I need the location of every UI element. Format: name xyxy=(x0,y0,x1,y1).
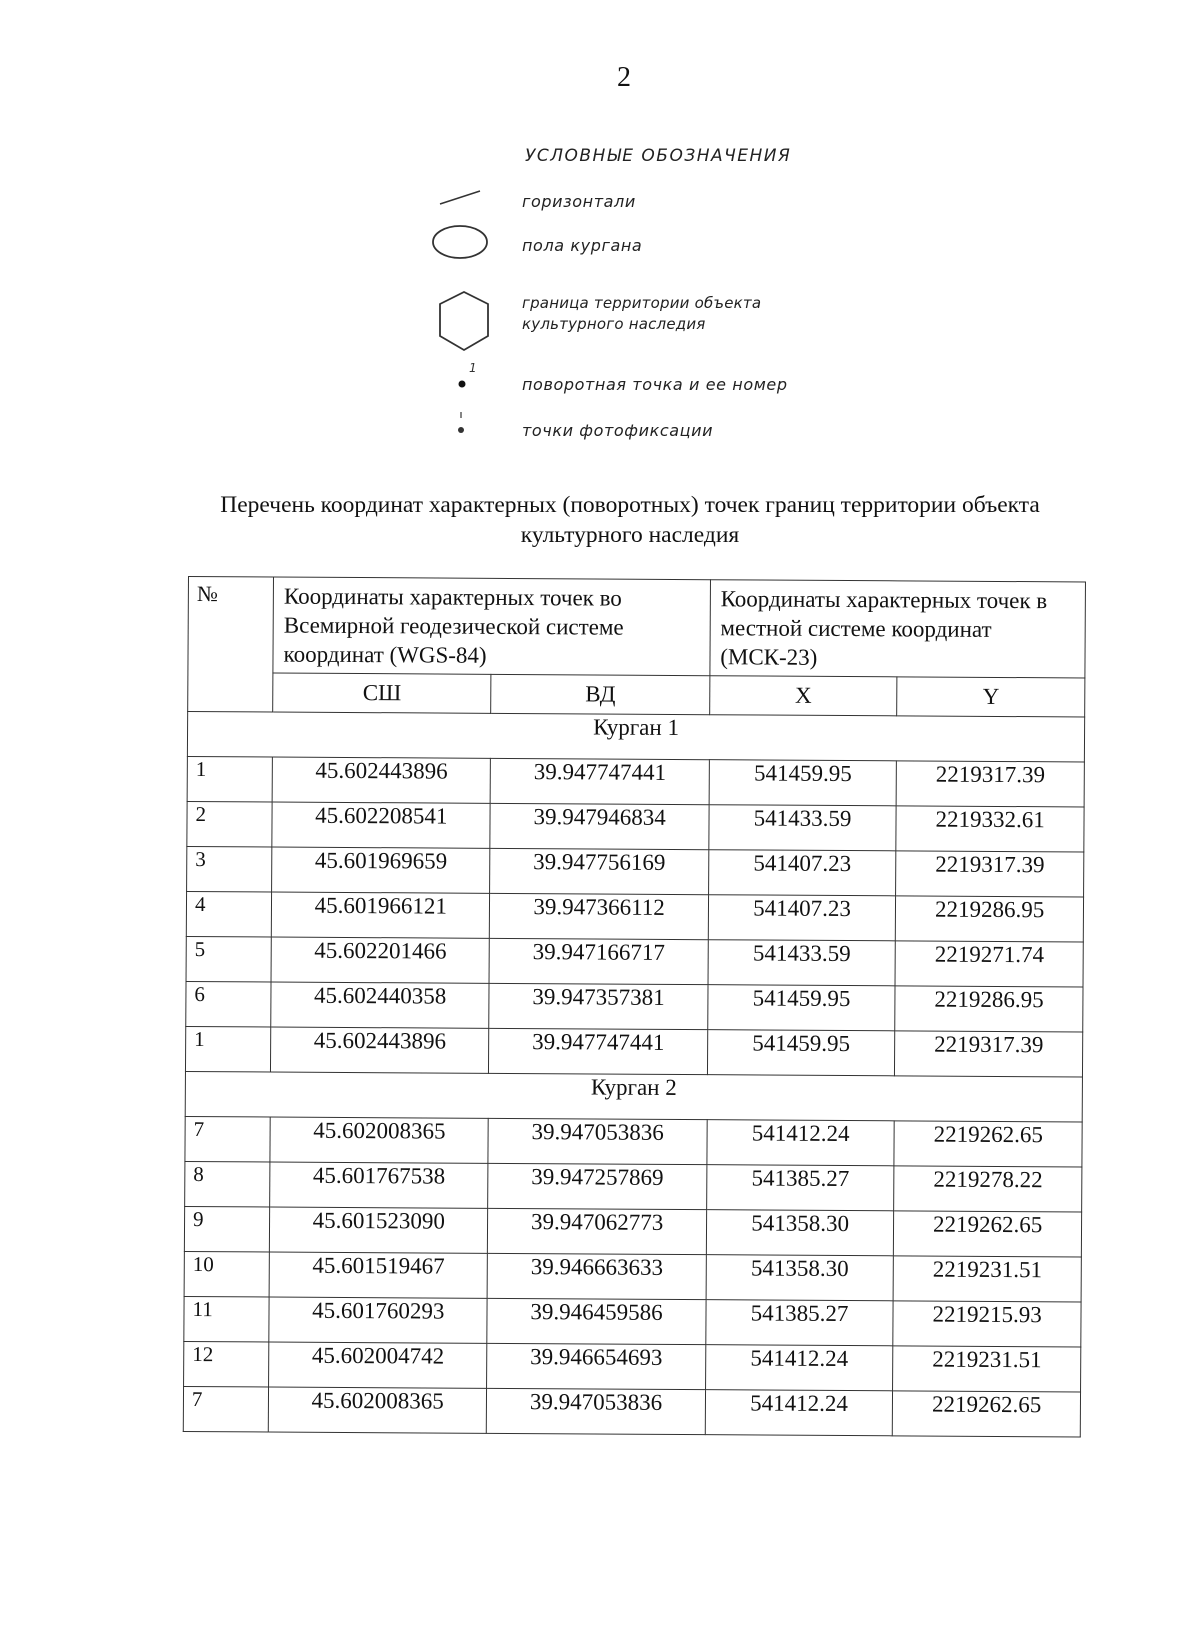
header-x: X xyxy=(709,676,897,716)
legend-label: горизонтали xyxy=(522,192,636,211)
cell-lat: 45.602201466 xyxy=(271,937,490,983)
cell-x: 541459.95 xyxy=(708,985,896,1031)
cell-number: 1 xyxy=(185,1026,270,1072)
cell-lon: 39.946459586 xyxy=(487,1298,706,1344)
cell-lat: 45.602443896 xyxy=(272,757,491,803)
cell-lon: 39.947366112 xyxy=(490,893,709,939)
cell-lat: 45.602004742 xyxy=(269,1342,488,1388)
photo-point-icon xyxy=(430,404,510,474)
cell-y: 2219231.51 xyxy=(893,1256,1081,1302)
cell-y: 2219286.95 xyxy=(896,896,1084,942)
cell-number: 6 xyxy=(186,981,271,1027)
cell-lat: 45.601519467 xyxy=(269,1252,488,1298)
cell-x: 541385.27 xyxy=(706,1165,894,1211)
cell-number: 11 xyxy=(184,1296,269,1342)
header-lon: ВД xyxy=(491,674,710,714)
cell-y: 2219215.93 xyxy=(893,1301,1081,1347)
table-row xyxy=(184,1251,1081,1301)
cell-lat: 45.602008365 xyxy=(270,1117,489,1163)
table-row xyxy=(186,891,1083,941)
section-row xyxy=(185,1071,1082,1121)
coordinates-table xyxy=(183,576,1086,1437)
legend-label: граница территории объекта культурного наследия xyxy=(522,294,762,333)
cell-lat: 45.602208541 xyxy=(272,802,491,848)
cell-x: 541459.95 xyxy=(709,760,897,806)
header-wgs84: Координаты характерных точек во Всемирной геодезической системе координат (WGS-84) xyxy=(273,577,710,676)
legend-label: пола кургана xyxy=(522,236,643,255)
document-title: Перечень координат характерных (поворотных) точек границ территории объекта культурного наследия xyxy=(220,492,1040,548)
cell-y: 2219262.65 xyxy=(893,1391,1081,1437)
cell-y: 2219271.74 xyxy=(895,941,1083,987)
cell-lon: 39.946663633 xyxy=(488,1253,707,1299)
cell-number: 5 xyxy=(186,936,271,982)
cell-lat: 45.601969659 xyxy=(272,847,491,893)
hexagon-icon xyxy=(430,290,510,360)
cell-x: 541407.23 xyxy=(708,850,896,896)
cell-number: 1 xyxy=(187,756,272,802)
table-row xyxy=(186,936,1083,986)
table-row xyxy=(183,1386,1080,1436)
cell-y: 2219262.65 xyxy=(894,1121,1082,1167)
cell-lon: 39.947166717 xyxy=(489,938,708,984)
cell-y: 2219317.39 xyxy=(896,851,1084,897)
cell-number: 9 xyxy=(184,1206,269,1252)
cell-lon: 39.947747441 xyxy=(491,758,710,804)
table-row xyxy=(186,981,1083,1031)
table-row xyxy=(187,846,1084,896)
section-title: Курган 2 xyxy=(185,1071,1082,1121)
legend-title: УСЛОВНЫЕ ОБОЗНАЧЕНИЯ xyxy=(525,146,792,166)
ellipse-icon xyxy=(430,224,510,294)
cell-x: 541407.23 xyxy=(708,895,896,941)
cell-x: 541433.59 xyxy=(709,805,897,851)
table-header-row xyxy=(188,577,1086,678)
header-lat: СШ xyxy=(273,673,492,713)
cell-lon: 39.947756169 xyxy=(490,848,709,894)
legend-label: точки фотофиксации xyxy=(522,421,714,440)
cell-number: 7 xyxy=(183,1386,268,1432)
cell-lon: 39.947357381 xyxy=(489,983,708,1029)
table-subheader-row xyxy=(188,673,1085,717)
cell-y: 2219286.95 xyxy=(895,986,1083,1032)
cell-lat: 45.601523090 xyxy=(269,1207,488,1253)
page-number: 2 xyxy=(617,62,631,93)
cell-number: 4 xyxy=(186,891,271,937)
cell-x: 541459.95 xyxy=(707,1030,895,1076)
table-row xyxy=(187,756,1084,806)
header-y: Y xyxy=(897,677,1085,717)
cell-lat: 45.601966121 xyxy=(271,892,490,938)
section-title: Курган 1 xyxy=(187,712,1084,762)
legend-label: поворотная точка и ее номер xyxy=(522,375,788,394)
table-row xyxy=(185,1161,1082,1211)
cell-lon: 39.947946834 xyxy=(490,803,709,849)
table-row xyxy=(185,1116,1082,1166)
cell-number: 2 xyxy=(187,801,272,847)
section-row xyxy=(187,712,1084,762)
cell-number: 8 xyxy=(185,1161,270,1207)
cell-number: 3 xyxy=(187,846,272,892)
cell-lon: 39.947053836 xyxy=(488,1118,707,1164)
cell-lon: 39.947257869 xyxy=(488,1163,707,1209)
cell-x: 541385.27 xyxy=(706,1300,894,1346)
cell-x: 541412.24 xyxy=(705,1345,893,1391)
table-row xyxy=(185,1026,1082,1076)
table-row xyxy=(184,1296,1081,1346)
cell-lon: 39.947053836 xyxy=(487,1388,706,1434)
table-row xyxy=(187,801,1084,851)
cell-x: 541412.24 xyxy=(705,1390,893,1436)
cell-lon: 39.947062773 xyxy=(488,1208,707,1254)
cell-x: 541412.24 xyxy=(707,1120,895,1166)
cell-lat: 45.602008365 xyxy=(268,1387,487,1433)
cell-lat: 45.601767538 xyxy=(270,1162,489,1208)
cell-y: 2219332.61 xyxy=(896,806,1084,852)
cell-y: 2219231.51 xyxy=(893,1346,1081,1392)
cell-lon: 39.946654693 xyxy=(487,1343,706,1389)
cell-lat: 45.602440358 xyxy=(271,982,490,1028)
cell-number: 7 xyxy=(185,1116,270,1162)
cell-y: 2219278.22 xyxy=(894,1166,1082,1212)
cell-y: 2219317.39 xyxy=(895,1031,1083,1077)
cell-x: 541358.30 xyxy=(706,1210,894,1256)
cell-number: 10 xyxy=(184,1251,269,1297)
cell-y: 2219262.65 xyxy=(894,1211,1082,1257)
cell-x: 541433.59 xyxy=(708,940,896,986)
table-row xyxy=(184,1341,1081,1391)
cell-lon: 39.947747441 xyxy=(489,1028,708,1074)
cell-y: 2219317.39 xyxy=(896,761,1084,807)
cell-lat: 45.602443896 xyxy=(271,1027,490,1073)
header-msk23: Координаты характерных точек в местной системе координат (МСК-23) xyxy=(710,580,1086,678)
cell-lat: 45.601760293 xyxy=(269,1297,488,1343)
table-row xyxy=(184,1206,1081,1256)
cell-number: 12 xyxy=(184,1341,269,1387)
cell-x: 541358.30 xyxy=(706,1255,894,1301)
header-number: № xyxy=(188,577,274,713)
turning-point-number: 1 xyxy=(469,361,477,375)
